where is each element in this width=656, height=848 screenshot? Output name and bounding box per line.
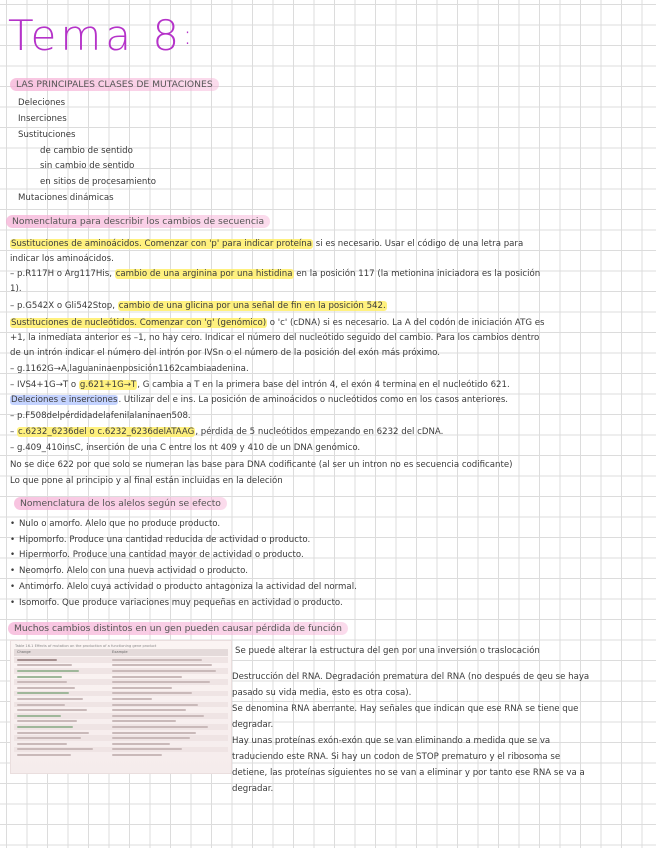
list-item xyxy=(10,581,357,593)
highlight: cambio de una arginina por una histidina xyxy=(115,269,293,279)
text-line: traduciendo este RNA. Si hay un codon de STOP prematuro y el ribosoma se xyxy=(232,752,561,762)
bullet-icon: • xyxy=(10,535,16,545)
table-body xyxy=(11,656,231,758)
text: , pérdida de 5 nucleótidos empezando en 6232 del cDNA. xyxy=(195,427,444,437)
text-line: indicar los aminoácidos. xyxy=(10,254,114,264)
text-line: Lo que pone al principio y al final están incluidas en la deleción xyxy=(10,476,283,486)
section-heading-nomenclature: Nomenclatura para describir los cambios de secuencia xyxy=(6,215,270,228)
section-heading-alleles: Nomenclatura de los alelos según se efecto xyxy=(14,497,227,510)
text: Isomorfo. Que produce variaciones muy pequeñas en actividad o producto. xyxy=(19,598,343,608)
text-line xyxy=(10,394,508,406)
list-subitem: de cambio de sentido xyxy=(40,146,133,156)
bullet-icon: • xyxy=(10,566,16,576)
list-subitem: sin cambio de sentido xyxy=(40,161,135,171)
highlight: g.621+1G→T xyxy=(79,380,137,390)
text-line: – g.1162G→A,laguaninaenposición1162cambiaadenina. xyxy=(10,364,249,374)
text-line: Destrucción del RNA. Degradación prematura del RNA (no después de qeu se haya xyxy=(232,672,590,682)
table-row xyxy=(14,752,228,758)
highlight-blue: Deleciones e inserciones xyxy=(11,395,118,405)
table-header xyxy=(14,649,228,656)
list-item xyxy=(10,565,248,577)
text: – p.G542X o Gli542Stop, xyxy=(10,301,118,311)
list-item xyxy=(10,534,310,546)
text: o 'c' (cDNA) si es necesario. La A del codón de iniciación ATG es xyxy=(267,318,545,328)
bullet-icon: • xyxy=(10,519,16,529)
bullet-icon: • xyxy=(10,582,16,592)
text: Nulo o amorfo. Alelo que no produce producto. xyxy=(19,519,221,529)
table-col-change: Change xyxy=(17,650,31,654)
list-item: Mutaciones dinámicas xyxy=(18,193,114,203)
text-line: de un intrón indicar el número del intrón por IVSn o el número de la posición del exón más próximo. xyxy=(10,348,441,358)
text-line: Hay unas proteínas exón-exón que se van eliminando a medida que se va xyxy=(232,736,551,746)
page-title xyxy=(8,6,196,66)
text-line xyxy=(10,426,443,438)
highlight: cambio de una glicina por una señal de fin en la posición 542. xyxy=(118,301,386,311)
text-line: pasado su vida media, esto es otra cosa). xyxy=(232,688,412,698)
text-line: 1). xyxy=(10,284,22,294)
list-item xyxy=(10,518,220,530)
title-text: Tema 8 xyxy=(8,11,184,60)
text: – p.R117H o Arg117His, xyxy=(10,269,115,279)
bullet-icon: • xyxy=(10,598,16,608)
text-line: – g.409_410insC, inserción de una C entre los nt 409 y 410 de un DNA genómico. xyxy=(10,443,361,453)
highlight: Sustituciones de aminoácidos. Comenzar con 'p' para indicar proteína xyxy=(11,239,312,249)
section-heading-mutation-classes: LAS PRINCIPALES CLASES DE MUTACIONES xyxy=(10,78,219,91)
text-line xyxy=(10,238,523,250)
text: Hipermorfo. Produce una cantidad mayor de actividad o producto. xyxy=(19,550,304,560)
text-line: – p.F508delpérdidadelafenilalaninaen508. xyxy=(10,411,191,421)
mutation-effects-table-image xyxy=(10,640,232,774)
text-line: +1, la inmediata anterior es –1, no hay cero. Indicar el número del nucleótido seguido del cambio. Para los cambios dentro xyxy=(10,333,540,343)
list-item xyxy=(10,549,304,561)
text: en la posición 117 (la metionina iniciadora es la posición xyxy=(293,269,541,279)
text-line xyxy=(10,379,510,391)
text-line xyxy=(10,268,540,280)
list-item xyxy=(10,597,343,609)
text: . Utilizar del e ins. La posición de aminoácidos o nucleótidos como en los casos anteriores. xyxy=(118,395,509,405)
text-line: Se puede alterar la estructura del gen por una inversión o traslocación xyxy=(235,646,540,656)
highlight: Sustituciones de nucleótidos. Comenzar con 'g' (genómico) xyxy=(11,318,267,328)
bullet-icon: • xyxy=(10,550,16,560)
list-subitem: en sitios de procesamiento xyxy=(40,177,156,187)
text: – xyxy=(10,427,18,437)
text: Neomorfo. Alelo con una nueva actividad o producto. xyxy=(19,566,248,576)
table-col-example: Example xyxy=(112,650,128,654)
text: Hipomorfo. Produce una cantidad reducida de actividad o producto. xyxy=(19,535,311,545)
list-item: Inserciones xyxy=(18,114,67,124)
text-line: degradar. xyxy=(232,784,274,794)
list-item: Deleciones xyxy=(18,98,66,108)
text-line: Se denomina RNA aberrante. Hay señales que indican que ese RNA se tiene que xyxy=(232,704,579,714)
text-line: detiene, las proteínas siguientes no se van a eliminar y por tanto ese RNA se va a xyxy=(232,768,585,778)
text: si es necesario. Usar el código de una letra para xyxy=(312,239,524,249)
text: – IVS4+1G→T o xyxy=(10,380,79,390)
text: , G cambia a T en la primera base del intrón 4, el exón 4 termina en el nucleótido 621. xyxy=(137,380,510,390)
title-colon: : xyxy=(183,21,196,51)
text-line: degradar. xyxy=(232,720,274,730)
list-item: Sustituciones xyxy=(18,130,76,140)
highlight: c.6232_6236del o c.6232_6236delATAAG xyxy=(18,427,195,437)
text: Antimorfo. Alelo cuya actividad o producto antagoniza la actividad del normal. xyxy=(19,582,357,592)
section-heading-loss-of-function: Muchos cambios distintos en un gen pueden causar pérdida de función xyxy=(8,622,348,635)
text-line: No se dice 622 por que solo se numeran las base para DNA codificante (al ser un intron no es secuencia codificante) xyxy=(10,460,513,470)
text-line xyxy=(10,317,545,329)
table-caption: Table 16.1 Effects of mutation on the production of a functioning gene product xyxy=(15,644,157,648)
text-line xyxy=(10,300,387,312)
